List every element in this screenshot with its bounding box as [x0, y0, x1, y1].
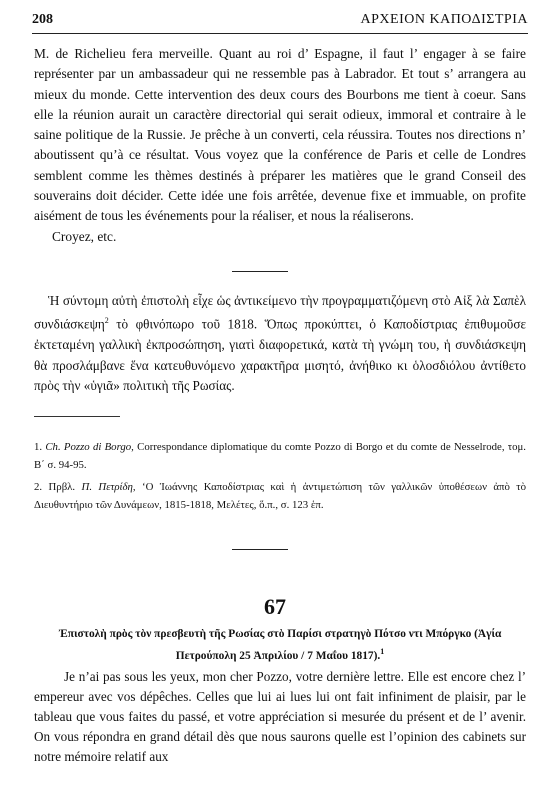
- footnote-marker: 2: [104, 316, 109, 326]
- footnote-author: Π. Πετρίδη,: [81, 481, 136, 493]
- footnote-text: ‘Ο Ἰωάννης Καποδίστριας καὶ ἡ ἀντιμετώπιση τῶν γαλλικῶν ὑποθέσεων ἀπὸ τὸ Διευθυντήριο τῶν Δυνάμεων, 1815-1818, Μελέτες, ὅ.π., σ. 123 ἑπ.: [34, 481, 526, 511]
- section-divider: [232, 271, 288, 272]
- footnote-number: 1.: [34, 441, 43, 453]
- footnote-text: Correspondance diplomatique du comte Pozzo di Borgo et du comte de Nesselrode, τομ. Β΄ σ. 94-95.: [34, 441, 527, 471]
- footnote-number: 2.: [34, 481, 43, 493]
- new-letter-paragraph: Je n’ai pas sous les yeux, mon cher Pozzo, votre dernière lettre. Elle est encore chez l’ empereur avec vos dépêches. Celles que lui ai lues lui ont fait infiniment de plaisir, par le tableau que vous faites du passé, et votre appréciation si mesurée du présent et de l’ avenir. On vous répondra en grand détail dès que nous saurons quelle est l’opinion des cabinets sur notre mémoire relatif aux: [34, 669, 526, 764]
- footnote-marker: 1: [380, 647, 385, 656]
- letter-closing: Croyez, etc.: [52, 229, 117, 244]
- document-title-text: Ἐπιστολὴ πρὸς τὸν πρεσβευτὴ τῆς Ρωσίας στὸ Παρίσι στρατηγὸ Πότσο ντι Μπόργκο (Ἁγία Πετρούπολη 25 Ἀπριλίου / 7 Μαΐου 1817).: [58, 628, 502, 662]
- page-header: [32, 12, 528, 32]
- document-number: 67: [264, 594, 286, 619]
- footnote-1: [34, 439, 526, 474]
- header-rule: [32, 33, 528, 34]
- footnote-2: [34, 479, 526, 514]
- commentary-text-end: τὸ φθινόπωρο τοῦ 1818. Ὅπως προκύπτει, ὁ Καποδίστριας ἐπιθυμοῦσε ἐκτεταμένη γαλλικὴ ἐκπροσώπηση, γιατὶ διαφορετικά, κατὰ τὴ γνώμη του, ἡ συνδιάσκεψη θὰ προσλάμβανε ἕνα κατευθυνόμενο χαρακτῆρα μισητό, ἀνήθικο κι ὁλοσδιόλου ἀντίθετο πρὸς τὴν «ὑγιᾶ» πολιτικὴ τῆς Ρωσίας.: [34, 316, 526, 394]
- letter-continuation-paragraph: M. de Richelieu fera merveille. Quant au roi d’ Espagne, il faut l’ engager à se faire représenter par un ambassadeur qui ne ressemble pas à Labrador. Et tout s’ arrangera au mieux du monde. Cette intervention des deux cours des Bourbons me tient à coeur. Sans elle la réunion aurait un caractère directorial qui serait odieux, immoral et contraire à le saine politique de la Russie. Je prêche à un converti, cela réussira. Toutes nos directions n’ aboutissent qu’à ce résultat. Vous voyez que la conférence de Paris et celle de Londres semblent comme les thèmes destinés à préparer les matières que le grand Conseil des souverains doit décider. Cette idée une fois arrêtée, devenue fixe et immuable, on profite aisément de tous les événements pour la réaliser, et nous la réaliserons.: [34, 46, 526, 224]
- running-title: ΑΡΧΕΙΟΝ ΚΑΠΟΔΙΣΤΡΙΑ: [360, 12, 528, 27]
- footnote-author: Ch. Pozzo di Borgo,: [45, 441, 134, 453]
- page-number: 208: [32, 12, 53, 27]
- footnote-rule: [34, 416, 120, 417]
- section-divider: [232, 549, 288, 550]
- commentary-paragraph: [34, 291, 526, 396]
- document-title: [40, 625, 520, 665]
- commentary-text-start: Ἡ σύντομη αὐτὴ ἐπιστολὴ εἶχε ὡς ἀντικείμενο τὴν προγραμματιζόμενη στὸ Αἰξ λὰ Σαπὲλ συνδιάσκεψη: [34, 293, 526, 332]
- footnote-prefix: Πρβλ.: [42, 481, 82, 493]
